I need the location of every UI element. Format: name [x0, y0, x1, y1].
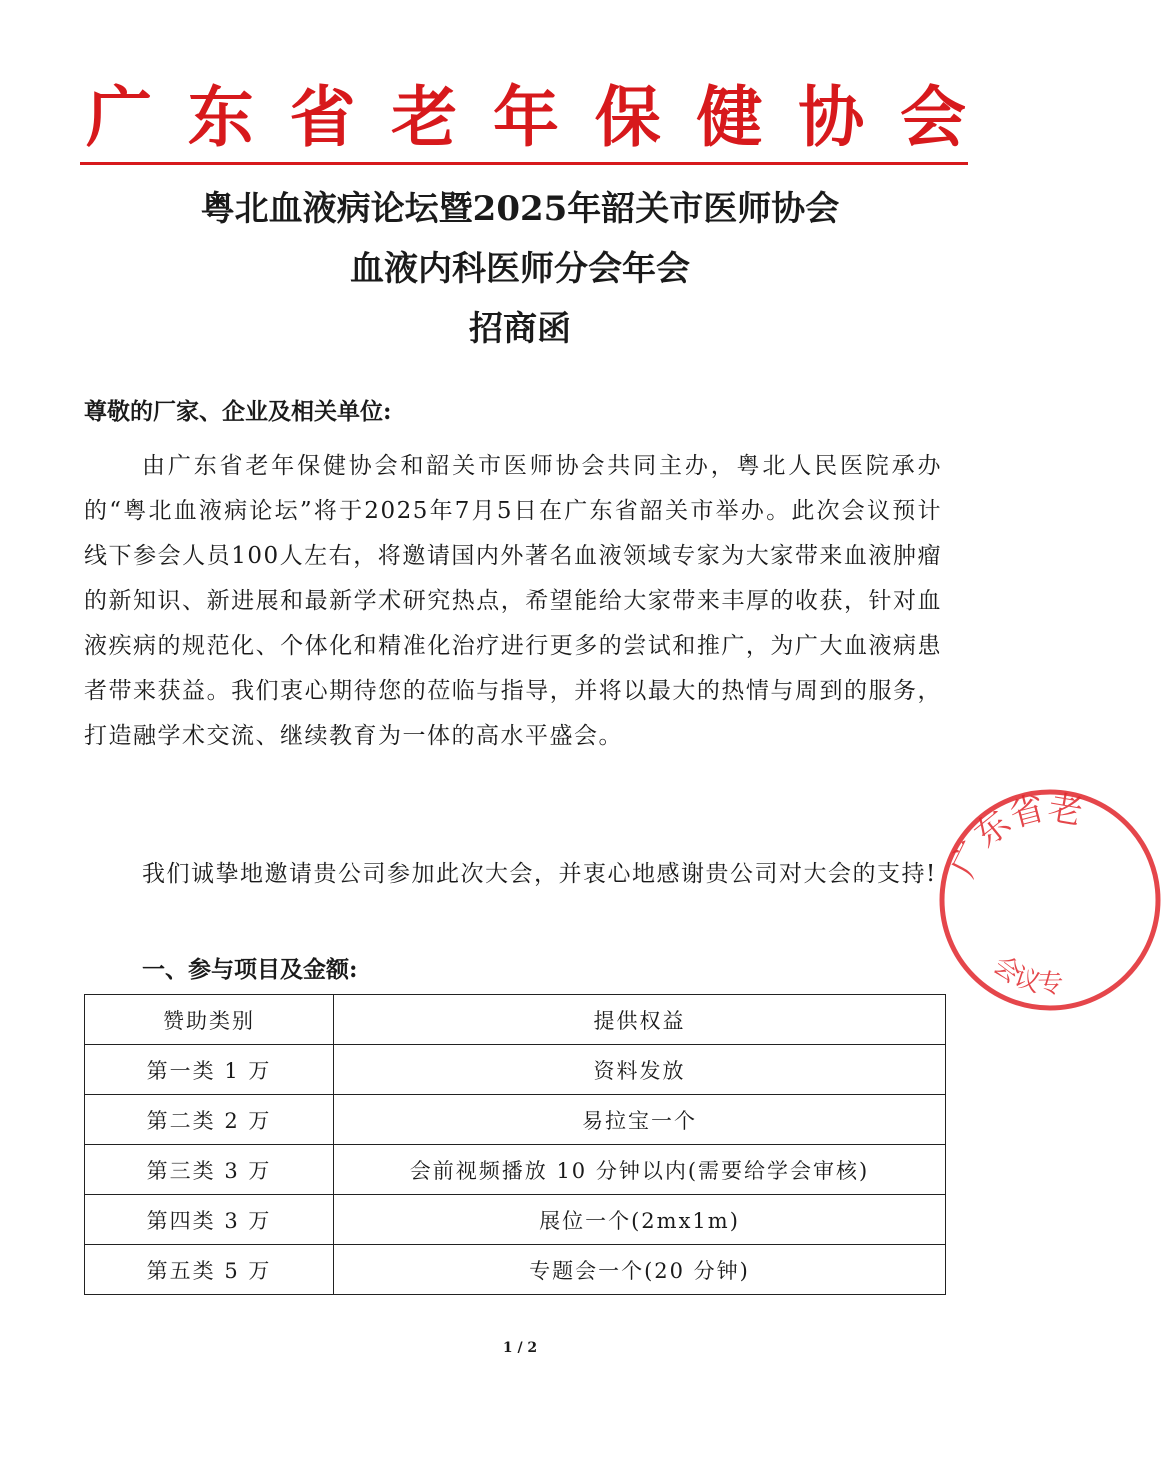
letterhead-char: 东 [187, 79, 254, 156]
svg-text:广东省老 [943, 788, 1085, 884]
table-cell-benefit: 易拉宝一个 [334, 1095, 946, 1145]
table-cell-benefit: 展位一个(2mx1m) [334, 1195, 946, 1245]
document-title-line-2: 血液内科医师分会年会 [350, 249, 690, 289]
letterhead-char: 健 [696, 79, 763, 156]
seal-bottom-text: 会议专 [987, 949, 1064, 1000]
letterhead-char: 保 [594, 79, 661, 156]
body-paragraph-1: 由广东省老年保健协会和韶关市医师协会共同主办，粤北人民医院承办的“粤北血液病论坛”将于2025年7月5日在广东省韶关市举办。此次会议预计线下参会人员100人左右，将邀请国内外著名血液领域专家为大家带来血液肿瘤的新知识、新进展和最新学术研究热点，希望能给大家带来丰厚的收获，针对血液疾病的规范化、个体化和精准化治疗进行更多的尝试和推广，为广大血液病患者带来获益。我们衷心期待您的莅临与指导，并将以最大的热情与周到的服务，打造融学术交流、继续教育为一体的高水平盛会。 [84, 453, 942, 749]
svg-text:会议专 [987, 950, 1063, 999]
table-row [85, 1145, 946, 1195]
table-cell-category: 第二类 2 万 [85, 1095, 334, 1145]
table-row [85, 1245, 946, 1295]
document-title-line-3: 招商函 [469, 309, 571, 349]
letterhead-org-name [84, 78, 968, 158]
letterhead-char: 协 [798, 79, 865, 156]
table-header-category: 赞助类别 [85, 995, 334, 1045]
salutation: 尊敬的厂家、企业及相关单位: [84, 398, 392, 425]
table-cell-benefit: 资料发放 [334, 1045, 946, 1095]
body-paragraph-2: 我们诚挚地邀请贵公司参加此次大会，并衷心地感谢贵公司对大会的支持! [142, 861, 937, 887]
table-cell-category: 第一类 1 万 [85, 1045, 334, 1095]
letterhead-char: 会 [900, 79, 966, 156]
table-row [85, 1195, 946, 1245]
letterhead-divider [80, 162, 968, 165]
section-heading: 一、参与项目及金额: [142, 956, 358, 983]
table-cell-benefit: 专题会一个(20 分钟) [334, 1245, 946, 1295]
table-cell-benefit: 会前视频播放 10 分钟以内(需要给学会审核) [334, 1145, 946, 1195]
table-cell-category: 第四类 3 万 [85, 1195, 334, 1245]
table-row [85, 1045, 946, 1095]
table-header-benefit: 提供权益 [334, 995, 946, 1045]
seal-top-text: 广东省老 [943, 787, 1086, 884]
letterhead-char: 老 [391, 79, 458, 156]
table-cell-category: 第五类 5 万 [85, 1245, 334, 1295]
letterhead-char: 省 [289, 79, 356, 156]
official-seal-icon [930, 780, 1170, 1020]
document-title-line-1: 粤北血液病论坛暨2025年韶关市医师协会 [200, 189, 840, 229]
sponsorship-table [84, 994, 946, 1295]
letterhead-char: 广 [86, 79, 152, 156]
table-cell-category: 第三类 3 万 [85, 1145, 334, 1195]
page-number: 1 / 2 [502, 1340, 538, 1356]
table-row [85, 1095, 946, 1145]
letterhead-char: 年 [493, 79, 559, 156]
table-header-row [85, 995, 946, 1045]
